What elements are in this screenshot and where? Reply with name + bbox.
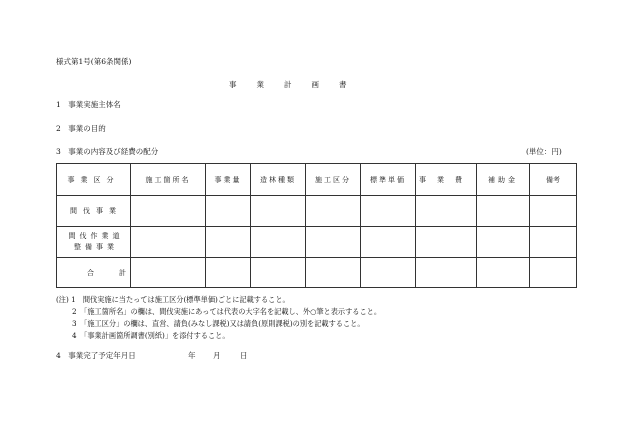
table-row xyxy=(57,196,577,227)
notes-block xyxy=(56,294,381,342)
row-label: 間伐事業 xyxy=(57,196,131,227)
col-header: 標準単価 xyxy=(361,164,416,196)
table-cell[interactable] xyxy=(530,258,577,288)
table-row-total xyxy=(57,258,577,288)
table-cell[interactable] xyxy=(361,258,416,288)
table-row xyxy=(57,227,577,258)
section-2-label: 2 事業の目的 xyxy=(56,124,106,133)
table-cell[interactable] xyxy=(251,227,306,258)
table-cell[interactable] xyxy=(306,196,361,227)
table-cell[interactable] xyxy=(206,258,251,288)
row-label-total xyxy=(57,258,131,288)
table-cell[interactable] xyxy=(361,196,416,227)
col-header: 事業費 xyxy=(416,164,477,196)
table-cell[interactable] xyxy=(306,258,361,288)
table-cell[interactable] xyxy=(251,196,306,227)
table-cell[interactable] xyxy=(361,227,416,258)
row-label xyxy=(57,227,131,258)
completion-month-label: 月 xyxy=(213,351,221,360)
col-header: 補助金 xyxy=(477,164,530,196)
table-cell[interactable] xyxy=(477,227,530,258)
row-label-line-1: 間伐作業道 xyxy=(68,232,124,240)
col-header: 事業量 xyxy=(206,164,251,196)
form-number: 様式第1号(第6条関係) xyxy=(56,57,132,66)
unit-label: (単位：円) xyxy=(526,147,562,156)
table-cell[interactable] xyxy=(251,258,306,288)
note-item: 2 「施工箇所名」の欄は、間伐実施にあっては代表の大字名を記載し、外○筆と表示すること。 xyxy=(72,307,382,316)
total-label-left: 合 xyxy=(87,268,94,277)
table-cell[interactable] xyxy=(306,227,361,258)
table-cell[interactable] xyxy=(206,196,251,227)
row-label-line-2: 整備事業 xyxy=(74,243,118,251)
note-item: (注) 1 間伐実施に当たっては施工区分(標準単価)ごとに記載すること。 xyxy=(56,295,290,304)
table-header-row xyxy=(57,164,577,196)
section-4-label: 4 事業完了予定年月日 xyxy=(56,351,136,360)
completion-day-label: 日 xyxy=(240,351,248,360)
table-cell[interactable] xyxy=(416,227,477,258)
table-cell[interactable] xyxy=(206,227,251,258)
note-item: 4 「事業計画箇所調書(別紙)」を添付すること。 xyxy=(72,331,230,340)
section-1-label: 1 事業実施主体名 xyxy=(56,100,121,109)
section-3-label: 3 事業の内容及び経費の配分 xyxy=(56,147,159,156)
col-header: 事業区分 xyxy=(57,164,131,196)
col-header: 造林種類 xyxy=(251,164,306,196)
col-header: 施工箇所名 xyxy=(131,164,206,196)
budget-table xyxy=(56,163,577,288)
table-cell[interactable] xyxy=(530,227,577,258)
col-header: 備考 xyxy=(530,164,577,196)
table-cell[interactable] xyxy=(477,258,530,288)
document-title: 事業計画書 xyxy=(229,80,367,89)
table-cell[interactable] xyxy=(416,258,477,288)
table-cell[interactable] xyxy=(416,196,477,227)
table-cell[interactable] xyxy=(530,196,577,227)
table-cell[interactable] xyxy=(131,227,206,258)
col-header: 施工区分 xyxy=(306,164,361,196)
table-cell[interactable] xyxy=(131,258,206,288)
note-item: 3 「施工区分」の欄は、直営、請負(みなし課税)又は請負(原則課税)の別を記載すること。 xyxy=(72,319,365,328)
completion-year-label: 年 xyxy=(188,351,196,360)
table-cell[interactable] xyxy=(131,196,206,227)
total-label-right: 計 xyxy=(119,268,126,277)
table-cell[interactable] xyxy=(477,196,530,227)
